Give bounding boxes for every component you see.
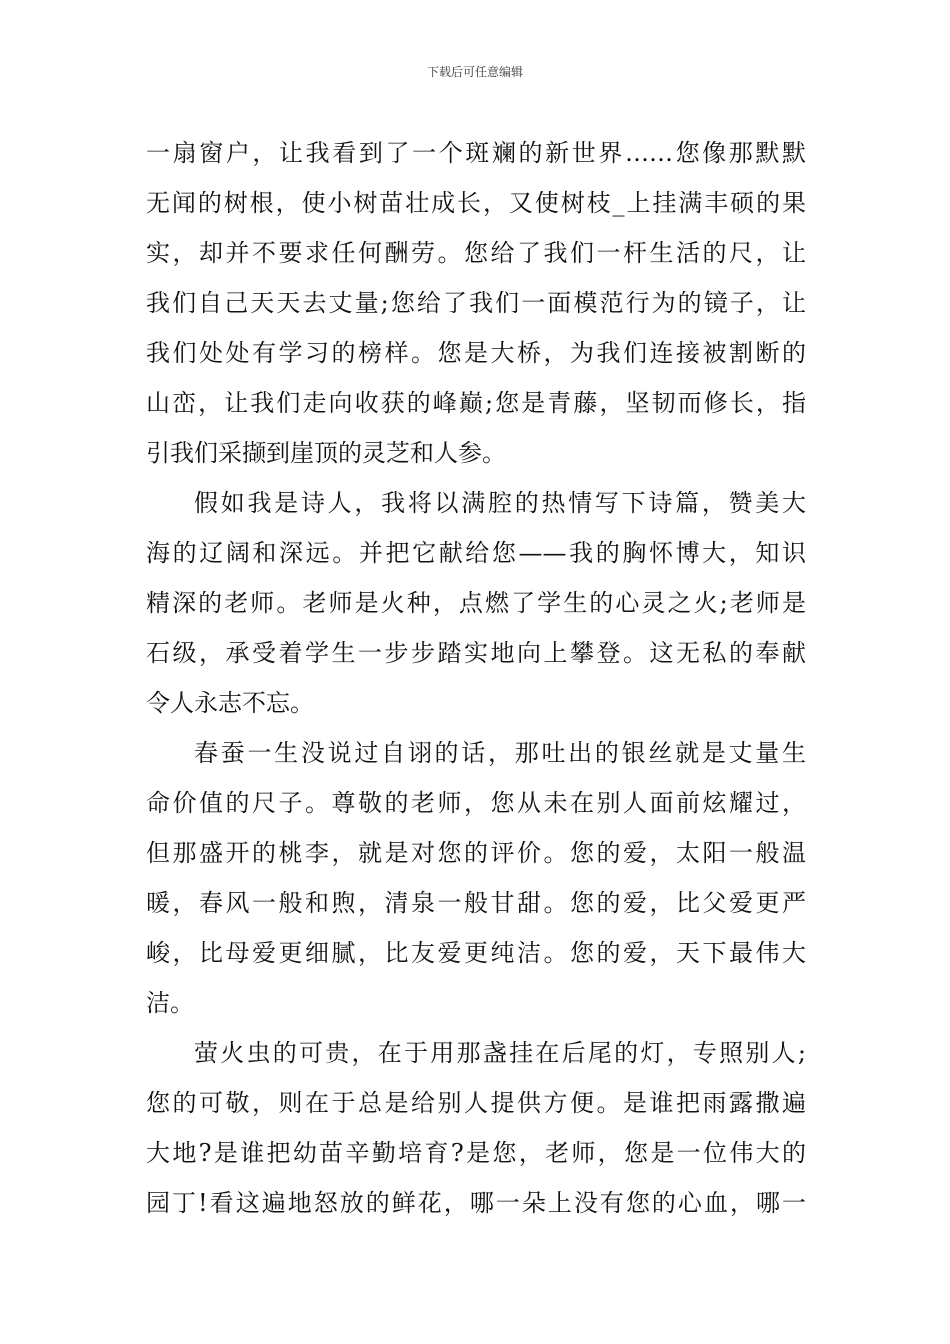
text-line: 石级，承受着学生一步步踏实地向上攀登。这无私的奉献 — [146, 639, 806, 667]
text-line: 峻，比母爱更细腻，比友爱更纯洁。您的爱，天下最伟大 — [146, 939, 806, 967]
document-body — [146, 128, 806, 1228]
text-line: 园丁!看这遍地怒放的鲜花，哪一朵上没有您的心血，哪一 — [146, 1189, 806, 1217]
text-line: 我们自己天天去丈量;您给了我们一面模范行为的镜子，让 — [146, 289, 806, 317]
text-line: 山峦，让我们走向收获的峰巅;您是青藤，坚韧而修长，指 — [146, 389, 806, 417]
text-line: 大地?是谁把幼苗辛勤培育?是您，老师，您是一位伟大的 — [146, 1139, 806, 1167]
text-line: 我们处处有学习的榜样。您是大桥，为我们连接被割断的 — [146, 339, 806, 367]
text-line: 暖，春风一般和煦，清泉一般甘甜。您的爱，比父爱更严 — [146, 889, 806, 917]
text-line: 命价值的尺子。尊敬的老师，您从未在别人面前炫耀过， — [146, 789, 806, 817]
text-line: 洁。 — [146, 989, 194, 1017]
text-line: 假如我是诗人，我将以满腔的热情写下诗篇，赞美大 — [194, 489, 806, 517]
text-line: 但那盛开的桃李，就是对您的评价。您的爱，太阳一般温 — [146, 839, 806, 867]
text-line: 令人永志不忘。 — [146, 689, 314, 717]
text-line: 无闻的树根，使小树苗壮成长，又使树枝_上挂满丰硕的果 — [146, 189, 806, 217]
page-header: 下载后可任意编辑 — [426, 65, 523, 79]
text-line: 您的可敬，则在于总是给别人提供方便。是谁把雨露撒遍 — [146, 1089, 806, 1117]
text-line: 春蚕一生没说过自诩的话，那吐出的银丝就是丈量生 — [194, 739, 806, 767]
text-line: 一扇窗户，让我看到了一个斑斓的新世界……您像那默默 — [146, 139, 806, 167]
text-line: 萤火虫的可贵，在于用那盏挂在后尾的灯，专照别人; — [194, 1039, 806, 1067]
text-line: 精深的老师。老师是火种，点燃了学生的心灵之火;老师是 — [146, 589, 806, 617]
text-line: 引我们采撷到崖顶的灵芝和人参。 — [146, 439, 506, 467]
text-line: 海的辽阔和深远。并把它献给您——我的胸怀博大，知识 — [146, 539, 806, 567]
text-line: 实，却并不要求任何酬劳。您给了我们一杆生活的尺，让 — [146, 239, 806, 267]
